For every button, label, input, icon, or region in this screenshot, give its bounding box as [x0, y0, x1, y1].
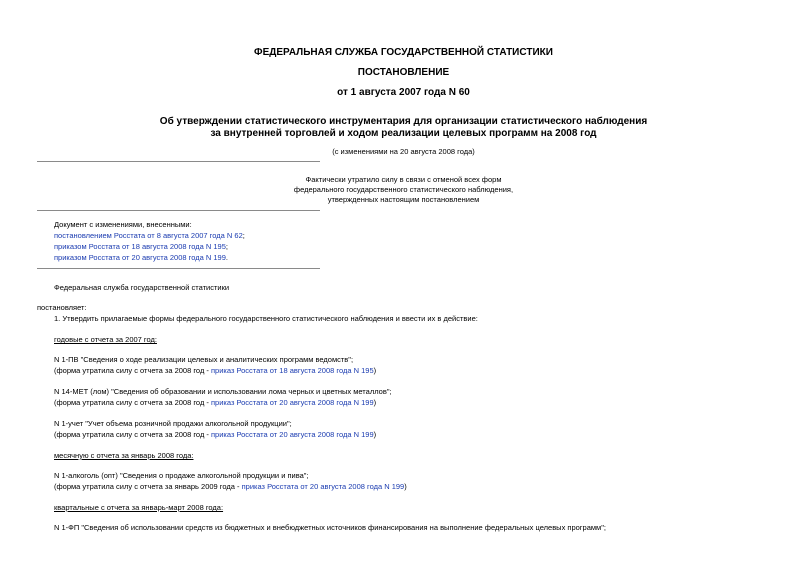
form-1uchet-link[interactable]: приказ Росстата от 20 августа 2008 года N 199 [210, 430, 374, 439]
changes-note: (с изменениями на 20 августа 2008 года) [332, 147, 475, 156]
amendment-link[interactable]: приказом Росстата от 18 августа 2008 года N 195 [54, 242, 226, 251]
status-note-line-3: утвержденных настоящим постановлением [327, 195, 480, 204]
item-1: 1. Утвердить прилагаемые формы федерального государственного статистического наблюдения и ввести их в действие: [54, 314, 478, 323]
form-1alk: N 1-алкоголь (опт) "Сведения о продаже алкогольной продукции и пива"; [54, 471, 309, 480]
issuer: Федеральная служба государственной статистики [54, 283, 230, 292]
form-14met: N 14-МЕТ (лом) "Сведения об образовании и использовании лома черных и цветных металлов"; [54, 387, 392, 396]
form-1uchet: N 1-учет "Учет объема розничной продажи алкогольной продукции"; [54, 419, 292, 428]
separator: . [225, 253, 228, 262]
quarterly-heading: квартальные с отчета за январь-март 2008 года: [54, 503, 224, 512]
agency-title: ФЕДЕРАЛЬНАЯ СЛУЖБА ГОСУДАРСТВЕННОЙ СТАТИСТИКИ [254, 47, 553, 58]
divider [37, 161, 320, 162]
amendment-line [54, 231, 245, 240]
form-1alk-note: (форма утратила силу с отчета за январь 2009 года - приказ Росстата от 20 августа 2008 года N 199) [54, 482, 407, 491]
form-1pv-note: (форма утратила силу с отчета за 2008 год - приказ Росстата от 18 августа 2008 года N 195) [54, 366, 377, 375]
status-note-line-2: федерального государственного статистического наблюдения, [293, 185, 514, 194]
form-1uchet-note: (форма утратила силу с отчета за 2008 год - приказ Росстата от 20 августа 2008 года N 199) [54, 430, 377, 439]
amendment-link[interactable]: постановлением Росстата от 8 августа 2007 года N 62 [54, 231, 243, 240]
document-title-line-2: за внутренней торговлей и ходом реализации целевых программ на 2008 год [210, 128, 597, 139]
annual-heading: годовые с отчета за 2007 год: [54, 335, 157, 344]
form-1pv: N 1-ПВ "Сведения о ходе реализации целевых и аналитических программ ведомств"; [54, 355, 354, 364]
form-1alk-link[interactable]: приказ Росстата от 20 августа 2008 года N 199 [241, 482, 405, 491]
divider [37, 210, 320, 211]
form-1pv-link[interactable]: приказ Росстата от 18 августа 2008 года N 195 [210, 366, 374, 375]
resolves: постановляет: [37, 303, 87, 312]
divider [37, 268, 320, 269]
separator: ; [242, 231, 245, 240]
amendment-line [54, 242, 228, 251]
document-date-number: от 1 августа 2007 года N 60 [337, 87, 470, 98]
document-type: ПОСТАНОВЛЕНИЕ [357, 67, 450, 78]
amendments-intro: Документ с изменениями, внесенными: [54, 220, 192, 229]
monthly-heading: месячную с отчета за январь 2008 года: [54, 451, 194, 460]
form-14met-link[interactable]: приказ Росстата от 20 августа 2008 года N 199 [210, 398, 374, 407]
amendment-line [54, 253, 228, 262]
separator: ; [225, 242, 228, 251]
form-14met-note: (форма утратила силу с отчета за 2008 год - приказ Росстата от 20 августа 2008 года N 199) [54, 398, 377, 407]
status-note-line-1: Фактически утратило силу в связи с отменой всех форм [305, 175, 502, 184]
form-1fp: N 1-ФП "Сведения об использовании средств из бюджетных и внебюджетных источников финансирования на выполнение федеральных целевых программ"; [54, 523, 606, 532]
document-title-line-1: Об утверждении статистического инструментария для организации статистического наблюдения [159, 116, 648, 127]
amendment-link[interactable]: приказом Росстата от 20 августа 2008 года N 199 [54, 253, 226, 262]
